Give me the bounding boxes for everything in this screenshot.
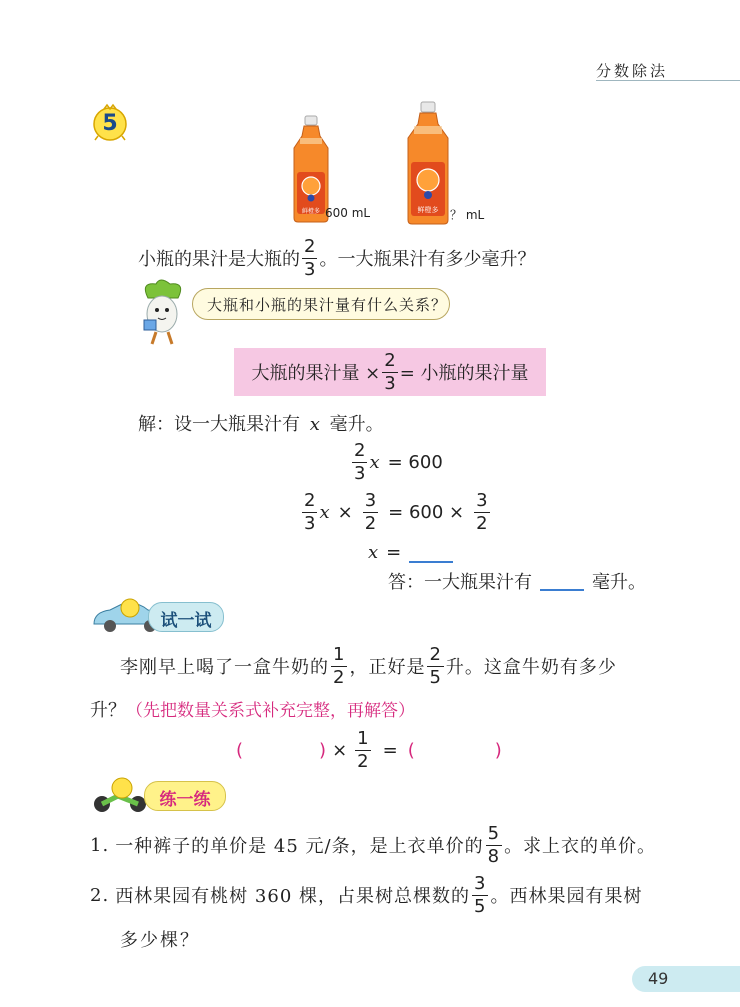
eq3-variable: x (368, 542, 379, 563)
formula-equals: = (382, 739, 398, 761)
fraction-numerator: 1 (357, 727, 369, 749)
try-problem-line-2 (90, 696, 415, 722)
relation-right: = 小瓶的果汁量 (399, 363, 529, 384)
try-text-c: 升。这盒牛奶有多少 (445, 657, 617, 678)
fraction-denominator: 5 (474, 895, 487, 917)
fraction-numerator: 3 (476, 489, 488, 511)
fraction-numerator: 5 (487, 822, 501, 844)
try-formula (236, 728, 502, 772)
fraction-numerator: 3 (364, 489, 377, 511)
relation-box (234, 348, 546, 396)
try-section-header (90, 596, 260, 636)
solution-intro-b: 毫升。 (329, 414, 384, 435)
page-number: 49 (648, 969, 669, 988)
answer-blank[interactable] (540, 571, 584, 591)
q2-text-a: 西林果园有桃树 360 棵，占果树总棵数的 (115, 886, 470, 907)
header-rule (596, 80, 740, 81)
fraction-denominator: 2 (333, 666, 346, 688)
relation-left: 大瓶的果汁量 × (251, 363, 381, 384)
fraction-numerator: 1 (333, 643, 346, 665)
question-text-a: 小瓶的果汁是大瓶的 (138, 249, 300, 270)
practice-title: 练一练 (159, 790, 211, 810)
q1-text-a: 一种裤子的单价是 45 元/条，是上衣单价的 (115, 836, 484, 857)
cabbage-mascot (130, 278, 194, 348)
q1-fraction (486, 822, 502, 867)
example-question (138, 235, 536, 280)
fraction-denominator: 2 (357, 750, 369, 772)
practice-section-header (88, 774, 258, 814)
fraction-denominator: 3 (304, 512, 316, 534)
q1-text-b: 。求上衣的单价。 (504, 836, 657, 857)
fraction-denominator: 2 (476, 512, 488, 534)
q1-number: 1. (90, 834, 110, 856)
example-badge (90, 102, 130, 142)
eq2-fraction-1 (302, 489, 317, 534)
fraction-denominator: 5 (429, 666, 442, 688)
q2-number: 2. (90, 884, 110, 906)
solution-intro (138, 410, 384, 436)
practice-question-2 (90, 874, 642, 916)
eq3-answer-blank[interactable] (409, 543, 453, 563)
cabbage-mascot-icon (130, 278, 194, 348)
try-text-d: 升？ (90, 700, 126, 721)
fraction-denominator: 3 (384, 372, 396, 394)
eq1-rhs: = 600 (387, 451, 443, 473)
fraction-denominator: 8 (487, 845, 501, 867)
try-title: 试一试 (160, 611, 212, 631)
try-problem-line-1 (120, 643, 617, 688)
page-number-tab (632, 966, 740, 992)
try-fraction-2 (427, 643, 443, 688)
eq2-middle: = 600 × (388, 501, 465, 523)
hint-text: 大瓶和小瓶的果汁量有什么关系？ (207, 296, 448, 314)
equation-2 (300, 490, 492, 534)
formula-open-paren-1: ( (236, 739, 244, 761)
fraction-numerator: 2 (429, 643, 442, 665)
q2-fraction (472, 872, 488, 917)
formula-open-paren-2: ( (407, 739, 415, 761)
example-number: 5 (102, 111, 118, 136)
formula-times: × (332, 739, 348, 761)
equation-3 (368, 542, 453, 563)
question-text-b: 。一大瓶果汁有多少毫升？ (319, 249, 536, 270)
equation-1 (350, 440, 443, 484)
example-answer (388, 568, 646, 594)
practice-question-1 (90, 824, 656, 866)
fraction-numerator: 2 (304, 489, 316, 511)
relation-fraction (382, 349, 397, 394)
fraction-numerator: 2 (384, 349, 396, 371)
formula-fraction (355, 727, 370, 772)
formula-close-paren-2: ) (494, 739, 502, 761)
q2-text-c: 多少棵？ (120, 930, 200, 951)
try-title-tab (148, 602, 224, 632)
fraction-denominator: 3 (304, 258, 316, 280)
eq2-variable: x (319, 501, 330, 523)
answer-text-a: 答：一大瓶果汁有 (388, 572, 532, 593)
eq2-fraction-3 (474, 489, 489, 534)
eq2-times: × (337, 501, 353, 523)
chapter-header (596, 60, 740, 82)
try-fraction-1 (331, 643, 347, 688)
chapter-title: 分数除法 (596, 62, 669, 80)
formula-close-paren-1: ) (319, 739, 327, 761)
big-bottle (404, 100, 452, 226)
big-bottle-brand: 鲜橙多 (417, 206, 439, 214)
practice-question-2-cont (120, 926, 200, 952)
q2-text-b: 。西林果园有果树 (490, 886, 643, 907)
big-bottle-volume: ？ mL (450, 208, 485, 222)
answer-text-b: 毫升。 (592, 572, 646, 593)
solution-variable: x (309, 414, 320, 435)
solution-intro-a: 解：设一大瓶果汁有 (138, 414, 300, 435)
try-text-b: ，正好是 (349, 657, 426, 678)
practice-title-tab (144, 781, 226, 811)
question-fraction (302, 235, 317, 280)
fraction-numerator: 2 (304, 235, 316, 257)
fraction-denominator: 3 (354, 462, 366, 484)
fraction-numerator: 2 (354, 439, 366, 461)
hint-bubble (192, 288, 450, 320)
eq2-fraction-2 (363, 489, 378, 534)
try-text-a: 李刚早上喝了一盒牛奶的 (120, 657, 329, 678)
fraction-numerator: 3 (474, 872, 487, 894)
small-bottle-brand: 鲜橙多 (301, 208, 320, 215)
eq1-variable: x (369, 451, 380, 473)
try-instruction: （先把数量关系式补充完整，再解答） (126, 701, 415, 721)
eq1-fraction (352, 439, 367, 484)
small-bottle-volume: 600 mL (325, 206, 371, 220)
eq3-equals: = (386, 542, 402, 563)
fraction-denominator: 2 (364, 512, 377, 534)
